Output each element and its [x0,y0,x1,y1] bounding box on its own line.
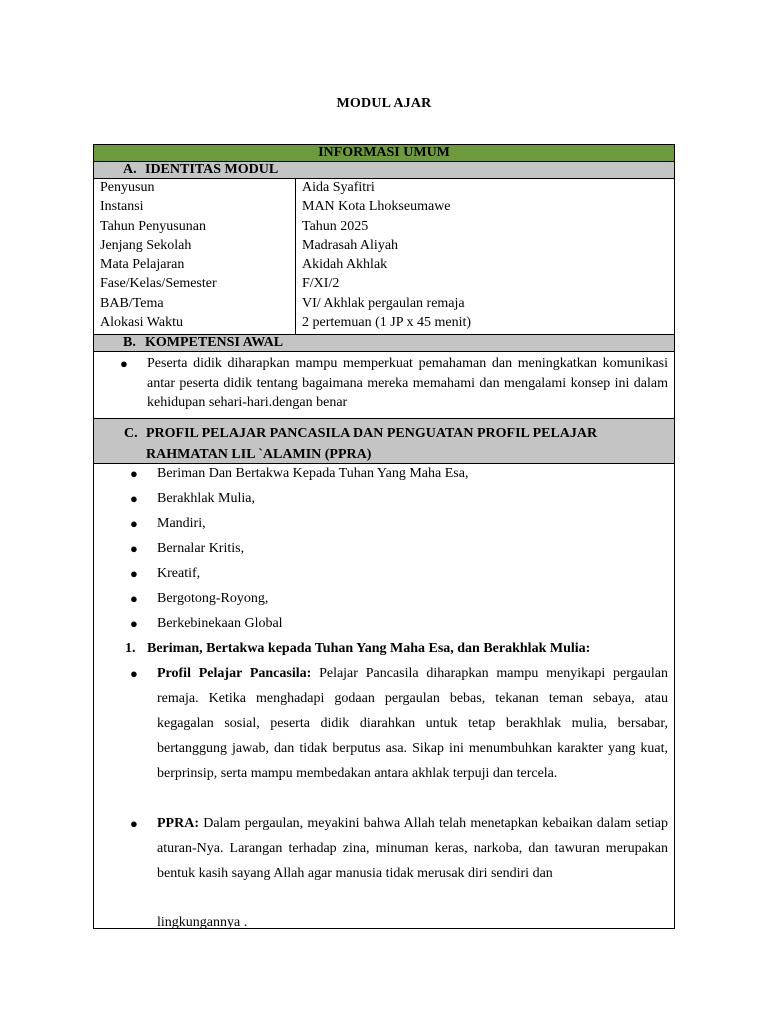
profile-item: Berakhlak Mulia, [157,491,255,506]
section-b-number: B. [123,335,136,350]
list-item [94,561,674,586]
identity-label: Penyusun [100,180,155,195]
bullet-icon: ● [130,541,138,556]
bullet-icon: ● [130,816,138,831]
section-c-number: C. [124,426,138,441]
identity-value: F/XI/2 [302,276,340,292]
section-c-title-line2: RAHMATAN LIL `ALAMIN (PPRA) [146,447,372,462]
section-b-title: KOMPETENSI AWAL [145,335,284,350]
profile-item: Bergotong-Royong, [157,591,269,606]
point-1-title: Beriman, Bertakwa kepada Tuhan Yang Maha Esa, dan Berakhlak Mulia: [147,641,591,656]
bullet-icon: ● [130,491,138,506]
identity-label: Fase/Kelas/Semester [100,276,217,292]
point-1-heading [125,636,590,661]
section-a-header [94,162,674,179]
list-item [94,511,674,536]
profile-item: Kreatif, [157,566,201,581]
bullet-icon: ● [130,516,138,531]
identity-labels [94,179,296,334]
identity-label: Mata Pelajaran [100,257,185,273]
section-a-number: A. [123,162,137,177]
section-b-header [94,335,674,352]
list-item [94,536,674,561]
profil-pelajar-label: Profil Pelajar Pancasila: [157,666,312,681]
list-item [94,611,674,636]
competency-text: Peserta didik diharapkan mampu memperkuat pemahaman dan meningkatkan komunikasi antar peserta didik tentang bagaimana mereka memahami dan mengalami konsep ini dalam kehidupan sehari-hari.dengan benar [147,356,668,410]
identity-value: Madrasah Aliyah [302,237,399,253]
bullet-icon: ● [130,666,138,681]
section-c-title-line1: PROFIL PELAJAR PANCASILA DAN PENGUATAN PROFIL PELAJAR [146,426,598,441]
identity-value: Aida Syafitri [302,180,375,195]
profile-item: Bernalar Kritis, [157,541,245,556]
list-item [94,461,674,486]
list-item [94,586,674,611]
identity-value: 2 pertemuan (1 JP x 45 menit) [302,315,472,331]
identity-label: Jenjang Sekolah [100,237,192,253]
identity-label: Instansi [100,199,144,215]
identity-table [94,179,674,335]
profil-pelajar-text: Pelajar Pancasila diharapkan mampu menyikapi pergaulan remaja. Ketika menghadapi godaan pergaulan bebas, tekanan teman sebaya, atau kegagalan sosial, peserta didik diarahkan untuk tetap berakhlak mulia, bersabar, bertanggung jawab, dan tidak berputus asa. Sikap ini menumbuhkan karakter yang kuat, berprinsip, serta mampu membedakan antara akhlak terpuji dan tercela. [157,666,668,781]
document-title: MODUL AJAR [336,96,432,111]
info-table [93,144,675,929]
info-header: INFORMASI UMUM [94,145,674,162]
point-1-number: 1. [125,641,136,656]
profil-pelajar-paragraph [157,661,668,786]
identity-values [296,179,674,334]
profile-item: Mandiri, [157,516,206,531]
ppra-label: PPRA: [157,816,199,831]
identity-value: MAN Kota Lhokseumawe [302,199,451,215]
bullet-icon: ● [120,356,128,371]
section-c-header [94,419,674,464]
identity-label: Alokasi Waktu [100,315,183,331]
identity-label: BAB/Tema [100,295,164,311]
profile-item: Berkebinekaan Global [157,616,283,631]
ppra-paragraph [157,811,668,886]
identity-value: VI/ Akhlak pergaulan remaja [302,295,465,311]
bullet-icon: ● [130,616,138,631]
section-a-title: IDENTITAS MODUL [145,162,279,177]
bullet-icon: ● [130,591,138,606]
identity-value: Akidah Akhlak [302,257,388,273]
bullet-icon: ● [130,566,138,581]
list-item [94,486,674,511]
bullet-icon: ● [130,466,138,481]
ppra-tail-text: lingkungannya . [157,915,248,930]
identity-value: Tahun 2025 [302,218,369,234]
identity-label: Tahun Penyusunan [100,218,206,234]
ppra-text: Dalam pergaulan, meyakini bahwa Allah telah menetapkan kebaikan dalam setiap aturan-Nya. Larangan terhadap zina, minuman keras, narkoba, dan tawuran merupakan bentuk kasih sayang Allah agar manusia tidak merusak diri sendiri dan [157,816,668,881]
section-b-body [94,352,674,419]
profile-item: Beriman Dan Bertakwa Kepada Tuhan Yang Maha Esa, [157,466,469,481]
